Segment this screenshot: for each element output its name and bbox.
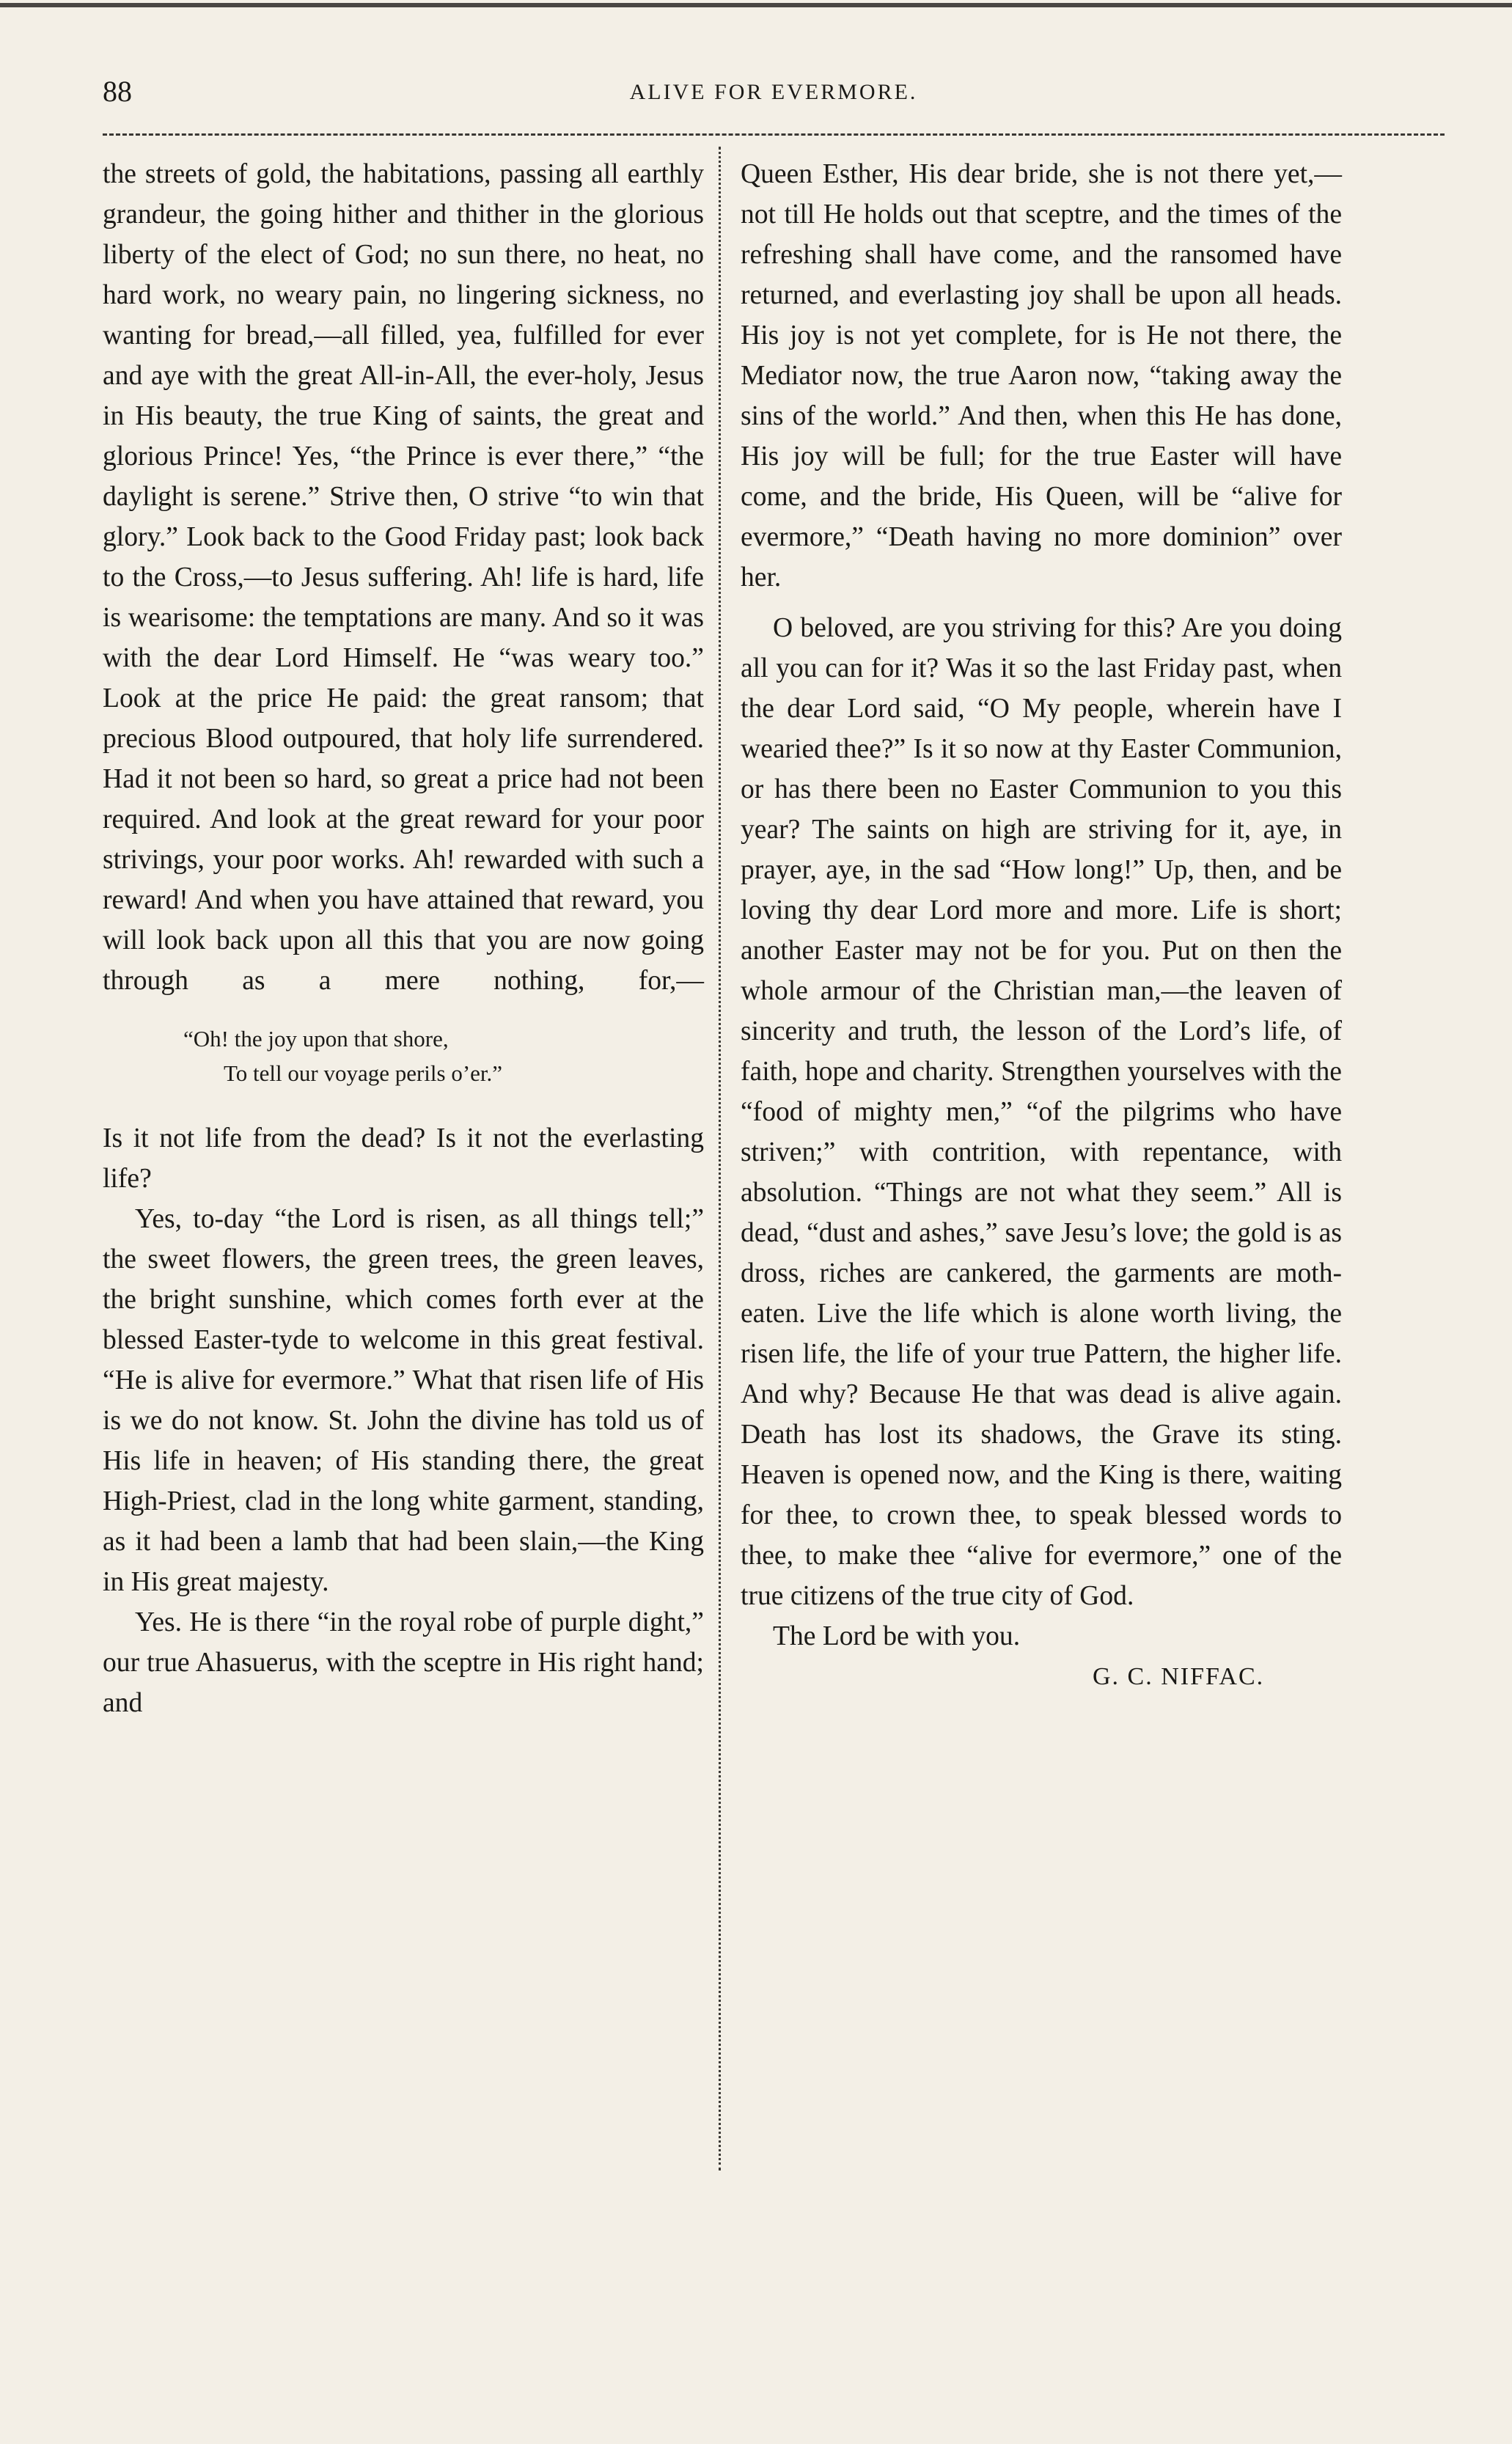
verse-quote <box>103 1021 704 1090</box>
right-column <box>741 154 1342 1697</box>
column-divider <box>719 147 721 2170</box>
paragraph: Yes, to-day “the Lord is risen, as all things tell;” the sweet flowers, the green trees, the green leaves, the bright sunshine, which comes forth ever at the blessed Easter-tyde to welcome in this great festival. “He is alive for evermore.” What that risen life of His is we do not know. St. John the divine has told us of His life in heaven; of His standing there, the great High-Priest, clad in the long white garment, standing, as it had been a lamb that had been slain,—the King in His great majesty. <box>103 1204 704 1597</box>
left-column <box>103 154 704 1723</box>
page-number: 88 <box>103 75 132 108</box>
paragraph: O beloved, are you striving for this? Are you doing all you can for it? Was it so the last Friday past, when the dear Lord said, “O My people, wherein have I wearied thee?” Is it so now at thy Easter Communion, or has there been no Easter Communion to you this year? The saints on high are striving for it, aye, in prayer, aye, in the sad “How long!” Up, then, and be loving thy dear Lord more and more. Life is short; another Easter may not be for you. Put on then the whole armour of the Christian man,—the leaven of sincerity and truth, the lesson of the Lord’s life, of faith, hope and charity. Strengthen yourselves with the “food of mighty men,” “of the pilgrims who have striven;” with contrition, with repentance, with absolution. “Things are not what they seem.” All is dead, “dust and ashes,” save Jesu’s love; the gold is as dross, riches are cankered, the garments are moth-eaten. Live the life which is alone worth living, the risen life, the life of your true Pattern, the higher life. And why? Because He that was dead is alive again. Death has lost its shadows, the Grave its sting. Heaven is opened now, and the King is there, waiting for thee, to crown thee, to speak blessed words to thee, to make thee “alive for evermore,” one of the true citizens of the true city of God. <box>741 613 1342 1611</box>
author-signature: G. C. NIFFAC. <box>1093 1663 1265 1690</box>
paragraph: Queen Esther, His dear bride, she is not there yet,—not till He holds out that sceptre, and the times of the refreshing shall have come, and the ransomed have returned, and everlasting joy shall be upon all heads. His joy is not yet complete, for is He not there, the Mediator now, the true Aaron now, “taking away the sins of the world.” And then, when this He has done, His joy will be full; for the true Easter will have come, and the bride, His Queen, will be “alive for evermore,” “Death having no more dominion” over her. <box>741 159 1342 592</box>
running-title: ALIVE FOR EVERMORE. <box>629 80 918 104</box>
paragraph: the streets of gold, the habitations, passing all earthly grandeur, the going hither and thither in the glorious liberty of the elect of God; no sun there, no heat, no hard work, no weary pain, no lingering sickness, no wanting for bread,—all filled, yea, fulfilled for ever and aye with the great All-in-All, the ever-holy, Jesus in His beauty, the true King of saints, the great and glorious Prince! Yes, “the Prince is ever there,” “the daylight is serene.” Strive then, O strive “to win that glory.” Look back to the Good Friday past; look back to the Cross,—to Jesus suffering. Ah! life is hard, life is wearisome: the temptations are many. And so it was with the dear Lord Himself. He “was weary too.” Look at the price He paid: the great ransom; that precious Blood outpoured, that holy life surrendered. Had it not been so hard, so great a price had not been required. And look at the great reward for your poor strivings, your poor works. Ah! rewarded with such a reward! And when you have attained that reward, you will look back upon all this that you are now going through as a mere nothing, for,— <box>103 159 704 996</box>
verse-line: “Oh! the joy upon that shore, <box>183 1026 449 1052</box>
verse-line: To tell our voyage perils o’er.” <box>224 1060 503 1086</box>
page-header <box>103 70 1445 121</box>
paragraph: Is it not life from the dead? Is it not the everlasting life? <box>103 1123 704 1194</box>
top-border-rule <box>0 3 1512 7</box>
paragraph: Yes. He is there “in the royal robe of purple dight,” our true Ahasuerus, with the sceptre in His right hand; and <box>103 1607 704 1718</box>
closing-line: The Lord be with you. <box>773 1621 1021 1651</box>
header-rule <box>103 133 1445 136</box>
